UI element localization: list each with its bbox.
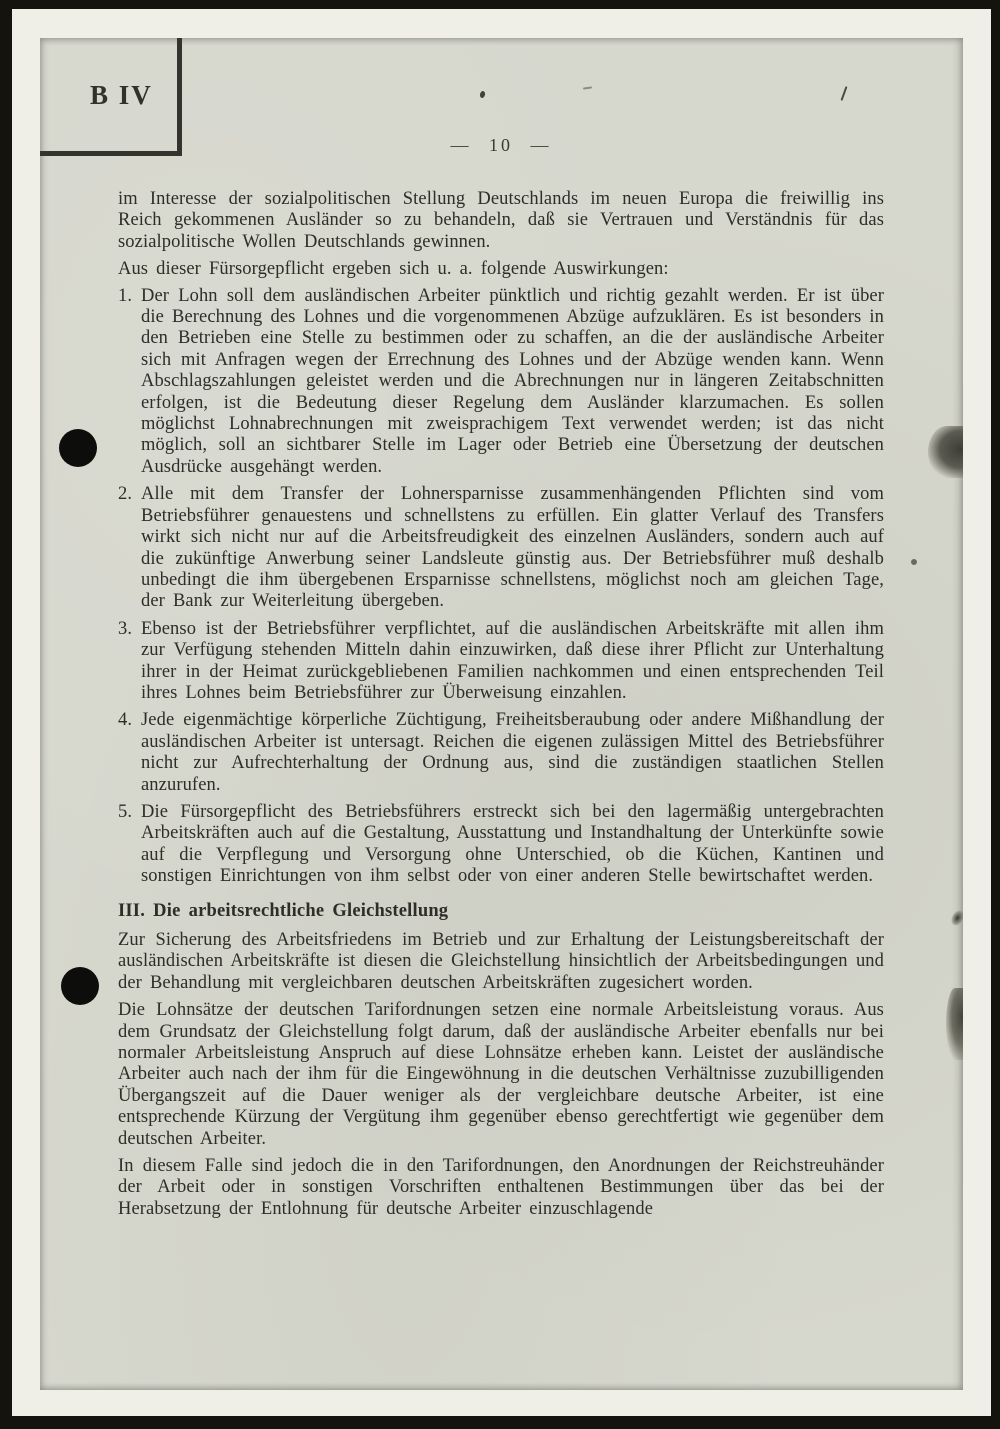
section-paragraph-2: Die Lohnsätze der deutschen Tarifordnungen setzen eine normale Arbeitsleistung voraus. Aus dem Grundsatz der Gleichstellung folgt darum, daß der ausländische Arbeiter ebenfalls nur bei normaler Arbeitsleistung Anspruch auf diese Lohnsätze erheben kann. Leistet der ausländische Arbeiter auch nach der ihm für die Eingewöhnung in die deutschen Verhältnisse zuzubilligenden Übergangszeit auf die Dauer weniger als der vergleichbare deutsche Arbeiter, ist eine entsprechende Kürzung der Vergütung ihm gegenüber ebenso gerechtfertigt wie gegenüber dem deutschen Arbeiter. bbox=[118, 1000, 884, 1149]
scan-smudge-right-mid bbox=[949, 908, 963, 927]
item-text: Die Fürsorgepflicht des Betriebsführers erstreckt sich bei den lagermäßig untergebrachten Arbeitskräften auch auf die Gestaltung, Ausstattung und Instandhaltung der Unterkünfte sowie auf die Verpflegung und Versorgung ohne Unterschied, ob die Küchen, Kantinen und sonstigen Einrichtungen von ihm selbst oder von einer anderen Stelle bewirtschaftet werden. bbox=[141, 801, 884, 887]
section-paragraph-3: In diesem Falle sind jedoch die in den Tarifordnungen, den Anordnungen der Reichstreuhänder der Arbeit oder in sonstigen Vorschriften enthaltenen Bestimmungen über das bei der Herabsetzung der Entlohnung für deutsche Arbeiter einzuschlagende bbox=[118, 1156, 884, 1219]
lead-in-line: Aus dieser Fürsorgepflicht ergeben sich u. a. folgende Auswirkungen: bbox=[118, 259, 669, 280]
punch-hole-top bbox=[59, 429, 97, 467]
item-text: Ebenso ist der Betriebsführer verpflichtet, auf die ausländischen Arbeitskräfte mit allen ihm zur Verfügung stehenden Mitteln dahin einzuwirken, daß diese ihrer Pflicht zur Unterhaltung ihrer in der Heimat zurückgebliebenen Familien nachkommen und einen entsprechenden Teil ihres Lohnes beim Betriebsführer zur Überweisung einzahlen. bbox=[141, 618, 884, 703]
list-item-5 bbox=[118, 802, 884, 888]
section-paragraph-1: Zur Sicherung des Arbeitsfriedens im Betrieb und zur Erhaltung der Leistungsbereitschaft der ausländischen Arbeitskräfte ist diesen die Gleichstellung hinsichtlich der Arbeitsbedingungen und der Behandlung mit vergleichbaren deutschen Arbeitskräften zugesichert worden. bbox=[118, 930, 884, 993]
list-item-3 bbox=[118, 619, 884, 705]
item-text: Alle mit dem Transfer der Lohnersparnisse zusammenhängenden Pflichten sind vom Betriebsführer genauestens und schnellstens zu erfüllen. Ein glatter Verlauf des Transfers wirkt sich nicht nur auf die Arbeitsfreudigkeit des einzelnen Ausländers, sondern auch auf die zukünftige Anwerbung seiner Landsleute günstig aus. Der Betriebsführer muß deshalb unbedingt die ihm übergebenen Ersparnisse schnellstens, möglichst noch am gleichen Tage, der Bank zur Weiterleitung übergeben. bbox=[141, 484, 884, 612]
list-item-4 bbox=[118, 710, 884, 796]
item-number: 1. bbox=[118, 285, 133, 306]
item-number: 4. bbox=[118, 710, 133, 731]
scan-speck bbox=[840, 86, 847, 101]
intro-paragraph: im Interesse der sozialpolitischen Stellung Deutschlands im neuen Europa die freiwillig ins Reich gekommenen Ausländer so zu behandeln, daß sie Vertrauen und Verständnis für das sozialpolitische Wollen Deutschlands gewinnen. bbox=[118, 189, 884, 252]
item-text: Jede eigenmächtige körperliche Züchtigung, Freiheitsberaubung oder andere Mißhandlung der ausländischen Arbeiter ist untersagt. Reichen die eigenen zulässigen Mittel des Betriebsführer nicht zur Aufrechterhaltung der Ordnung aus, sind die zuständigen staatlichen Stellen anzurufen. bbox=[141, 710, 884, 795]
list-item-1 bbox=[118, 286, 884, 479]
document-body bbox=[118, 189, 884, 1226]
item-text: Der Lohn soll dem ausländischen Arbeiter pünktlich und richtig gezahlt werden. Er ist über die Berechnung des Lohnes und die vorgenommenen Abzüge aufzuklären. Es ist besonders in den Betrieben eine Stelle zu bestimmen oder zu schaffen, an die der ausländische Arbeiter sich mit Anfragen wegen der Errechnung des Lohnes und der Abzüge wenden kann. Wenn Abschlagszahlungen geleistet werden und die Abrechnungen nur in längeren Zeitabschnitten erfolgen, ist die Bedeutung dieser Regelung dem Ausländer klarzumachen. Es sollen möglichst Lohnabrechnungen mit zweisprachigem Text verwendet werden; ist das nicht möglich, soll an sichtbarer Stelle im Lager oder Betrieb eine Übersetzung der deutschen Ausdrücke ausgehängt werden. bbox=[141, 285, 884, 477]
section-heading: III. Die arbeitsrechtliche Gleichstellung bbox=[118, 900, 449, 921]
item-number: 5. bbox=[118, 801, 133, 822]
list-item-2 bbox=[118, 484, 884, 612]
page-number: — 10 — bbox=[450, 135, 552, 155]
section-label: B IV bbox=[90, 80, 153, 110]
scan-smudge-right-lower bbox=[946, 988, 963, 1060]
scan-speck bbox=[583, 86, 592, 89]
scan-speck bbox=[911, 559, 917, 565]
item-number: 3. bbox=[118, 618, 133, 639]
punch-hole-bottom bbox=[61, 967, 99, 1005]
document-page bbox=[40, 38, 963, 1390]
scan-smudge-right-upper bbox=[928, 426, 963, 478]
item-number: 2. bbox=[118, 484, 133, 505]
scan-speck bbox=[479, 90, 486, 98]
